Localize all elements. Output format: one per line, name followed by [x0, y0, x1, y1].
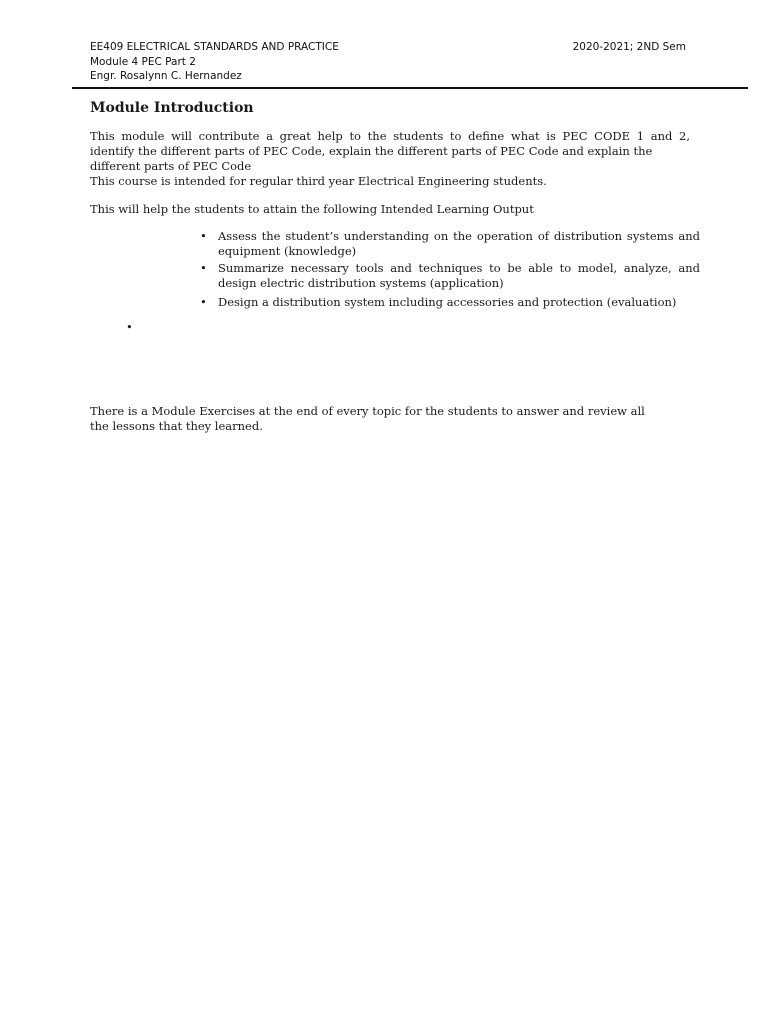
section-title: Module Introduction [90, 100, 254, 116]
closing-paragraph [90, 404, 680, 434]
ilo-lead-paragraph: This will help the students to attain the following Intended Learning Output [90, 202, 534, 216]
closing-line: There is a Module Exercises at the end of every topic for the students to answer and review all [90, 404, 645, 418]
page-header [90, 40, 686, 84]
intro-line: This course is intended for regular third year Electrical Engineering students. [90, 174, 547, 188]
course-title: EE409 ELECTRICAL STANDARDS AND PRACTICE [90, 41, 339, 53]
list-item-text: Summarize necessary tools and techniques to be able to model, analyze, and design electric distribution systems (application) [218, 261, 700, 290]
list-item-text: Design a distribution system including accessories and protection (evaluation) [218, 295, 677, 309]
intro-line: different parts of PEC Code [90, 159, 252, 173]
intro-line: identify the different parts of PEC Code, explain the different parts of PEC Code and explain the [90, 144, 653, 158]
module-label: Module 4 PEC Part 2 [90, 55, 196, 68]
module-introduction-section [90, 98, 700, 310]
list-item [200, 261, 700, 291]
ilo-list [90, 229, 700, 310]
term-label: 2020-2021; 2ND Sem [572, 41, 686, 53]
list-item [200, 229, 700, 259]
bullet-marker: • [200, 229, 207, 243]
list-item-text: Assess the student’s understanding on the operation of distribution systems and equipment (knowledge) [218, 229, 700, 258]
header-row-1 [90, 40, 686, 55]
empty-bullet-marker: • [126, 320, 133, 334]
intro-line: This module will contribute a great help to the students to define what is PEC CODE 1 and 2, [90, 129, 690, 143]
closing-line: the lessons that they learned. [90, 419, 263, 433]
list-item [200, 295, 700, 310]
bullet-marker: • [200, 261, 207, 275]
instructor-name: Engr. Rosalynn C. Hernandez [90, 70, 242, 82]
header-divider [72, 87, 748, 89]
intro-paragraph [90, 129, 690, 189]
bullet-marker: • [200, 295, 207, 309]
